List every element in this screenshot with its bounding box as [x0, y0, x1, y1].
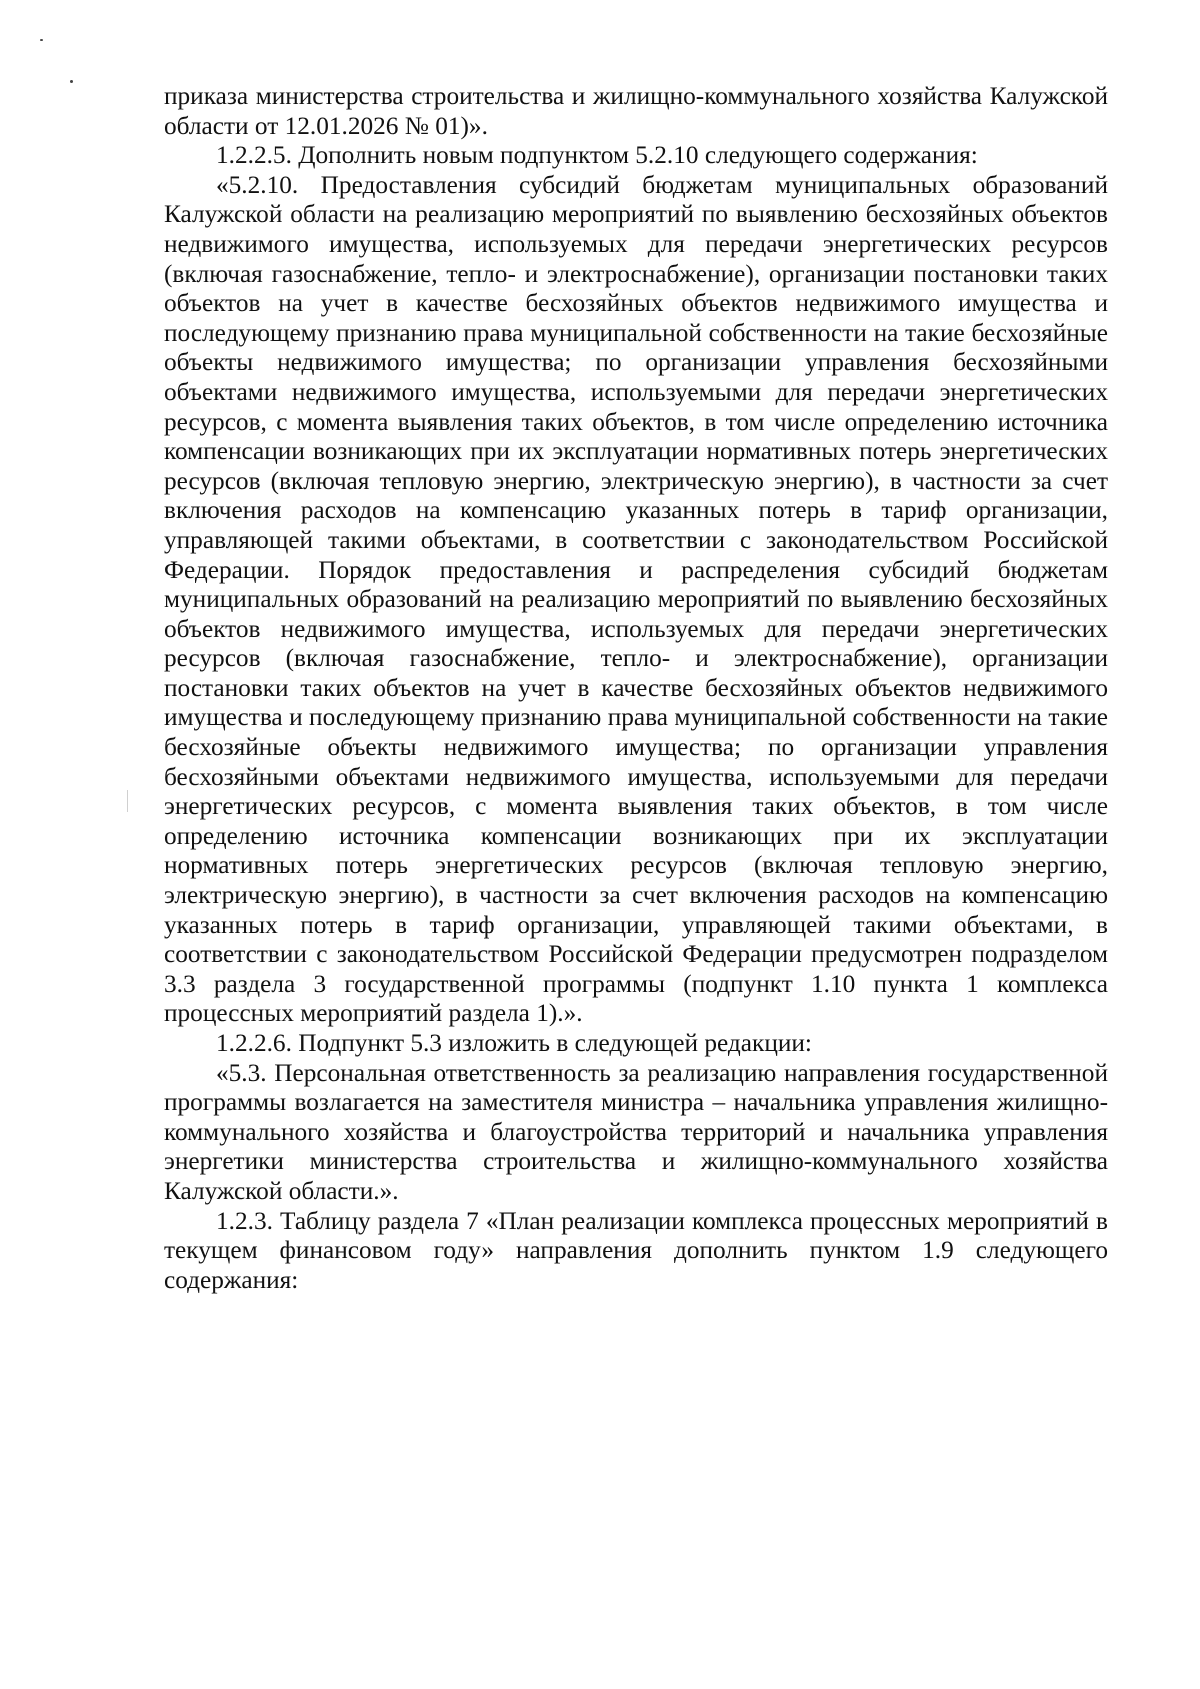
paragraph-1-2-2-5: 1.2.2.5. Дополнить новым подпунктом 5.2.10 следующего содержания: [216, 141, 978, 170]
paragraph-5-3: «5.3. Персональная ответственность за реализацию направления государственной программы возлагается на заместителя министра – начальника управления жилищно-коммунального хозяйства и благоустройства территорий и начальника управления энергетики министерства строительства и жилищно-коммунального хозяйства Калужской области.». [164, 1058, 1108, 1205]
scan-speck [70, 80, 73, 83]
document-body [164, 82, 1108, 1295]
paragraph-1-2-2-6: 1.2.2.6. Подпункт 5.3 изложить в следующей редакции: [216, 1029, 812, 1057]
scan-mark [127, 790, 128, 812]
paragraph-5-2-10: «5.2.10. Предоставления субсидий бюджетам муниципальных образований Калужской области на реализацию мероприятий по выявлению бесхозяйных объектов недвижимого имущества, используемых для передачи энергетических ресурсов (включая газоснабжение, тепло- и электроснабжение), организации постановки таких объектов на учет в качестве бесхозяйных объектов недвижимого имущества и последующему признанию права муниципальной собственности на такие бесхозяйные объекты недвижимого имущества; по организации управления бесхозяйными объектами недвижимого имущества, используемыми для передачи энергетических ресурсов, с момента выявления таких объектов, в том числе определению источника компенсации возникающих при их эксплуатации нормативных потерь энергетических ресурсов (включая тепловую энергию, электрическую энергию), в частности за счет включения расходов на компенсацию указанных потерь в тариф организации, управляющей такими объектами, в соответствии с законодательством Российской Федерации. Порядок предоставления и распределения субсидий бюджетам муниципальных образований на реализацию мероприятий по выявлению бесхозяйных объектов недвижимого имущества, используемых для передачи энергетических ресурсов (включая газоснабжение, тепло- и электроснабжение), организации постановки таких объектов на учет в качестве бесхозяйных объектов недвижимого имущества и последующему признанию права муниципальной собственности на такие бесхозяйные объекты недвижимого имущества; по организации управления бесхозяйными объектами недвижимого имущества, используемыми для передачи энергетических ресурсов, с момента выявления таких объектов, в том числе определению источника компенсации возникающих при их эксплуатации нормативных потерь энергетических ресурсов (включая тепловую энергию, электрическую энергию), в частности за счет включения расходов на компенсацию указанных потерь в тариф организации, управляющей такими объектами, в соответствии с законодательством Российской Федерации предусмотрен подразделом 3.3 раздела 3 государственной программы (подпункт 1.10 пункта 1 комплекса процессных мероприятий раздела 1).». [164, 170, 1108, 1028]
scan-speck [40, 39, 43, 41]
paragraph-continuation: приказа министерства строительства и жилищно-коммунального хозяйства Калужской области от 12.01.2026 № 01)». [164, 82, 1108, 140]
paragraph-1-2-3: 1.2.3. Таблицу раздела 7 «План реализации комплекса процессных мероприятий в текущем финансовом году» направления дополнить пунктом 1.9 следующего содержания: [164, 1206, 1108, 1294]
